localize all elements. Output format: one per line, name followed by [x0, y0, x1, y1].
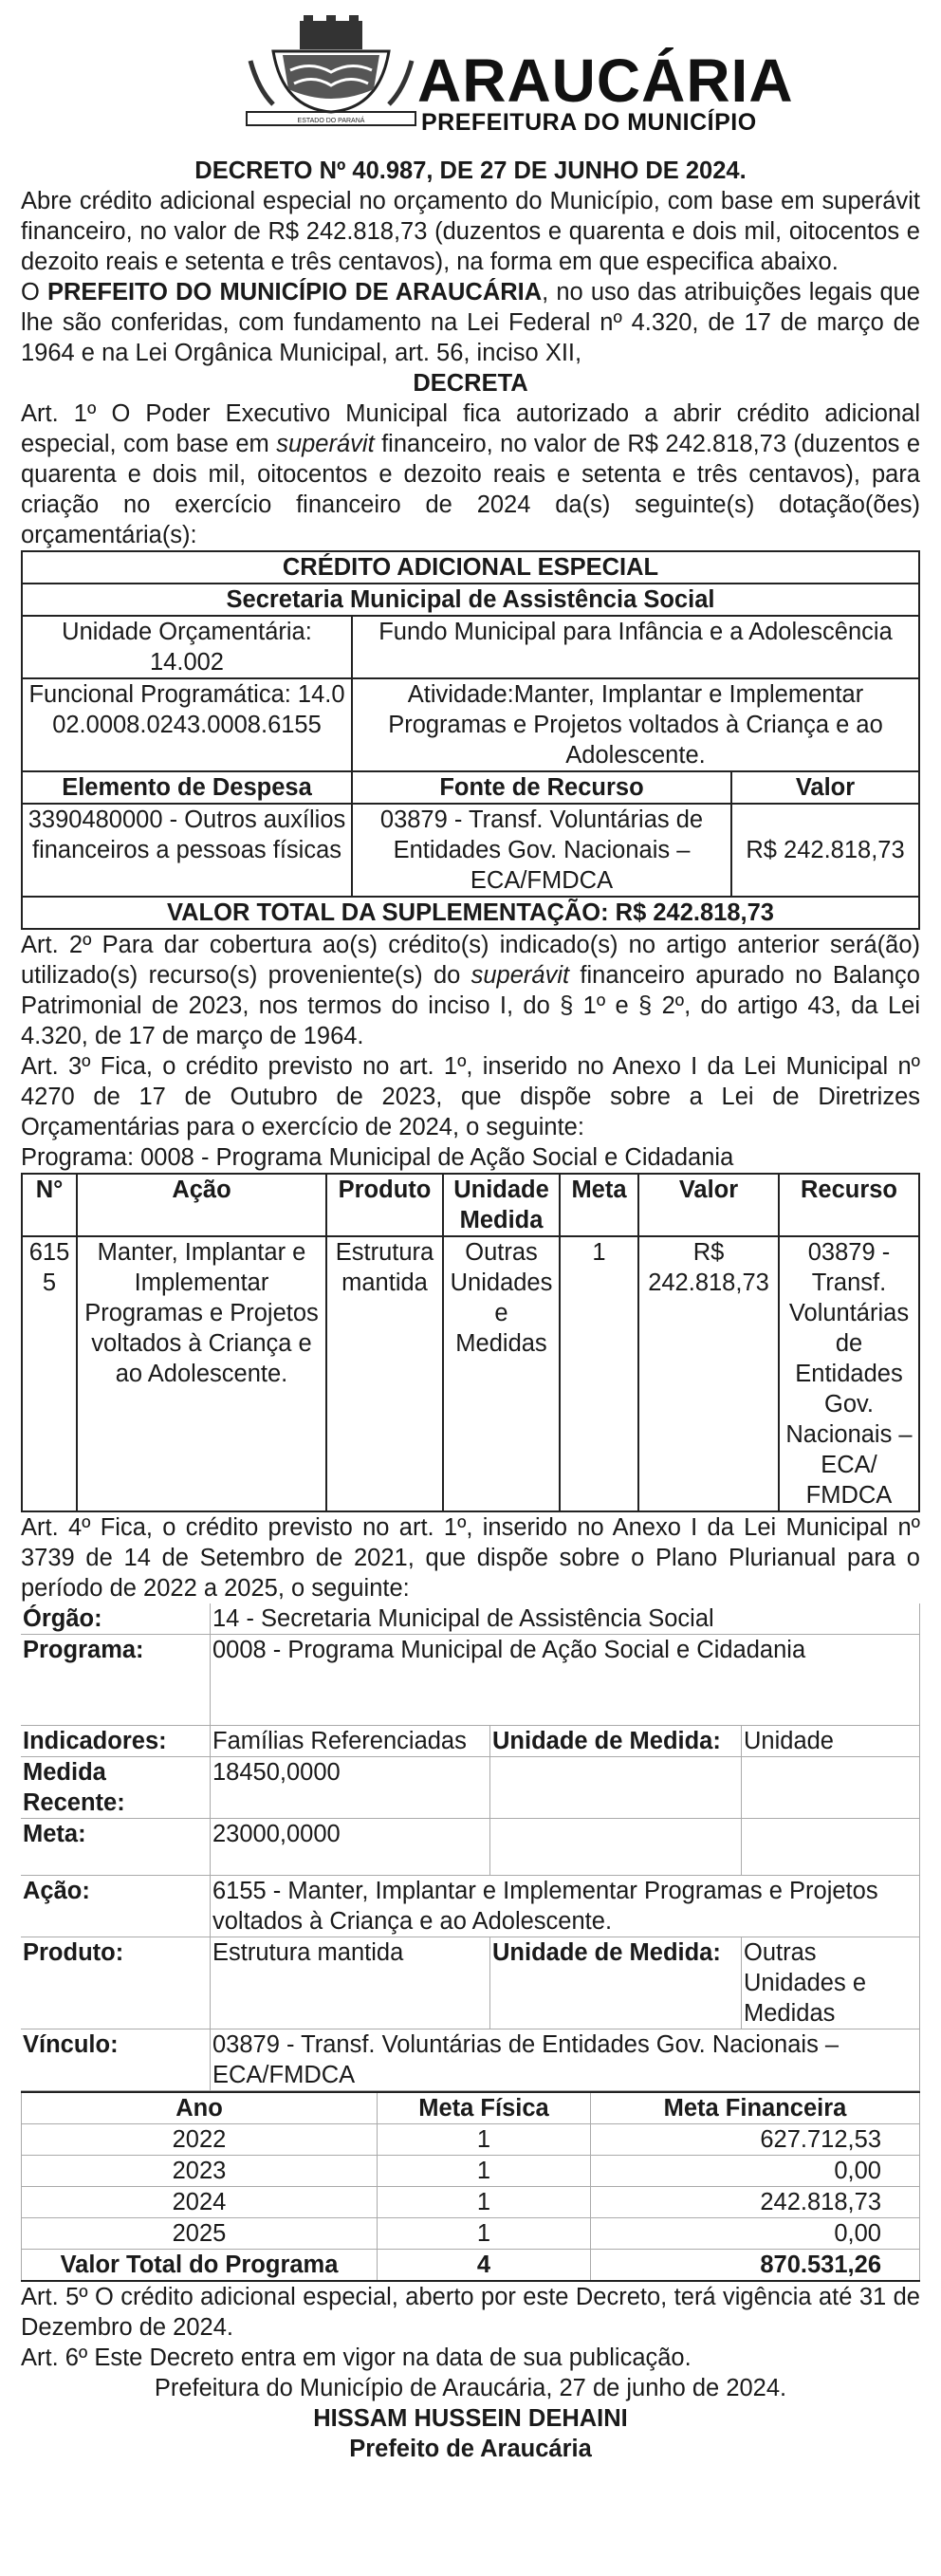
city-name: ARAUCÁRIA	[417, 46, 794, 115]
elemento-value: 3390480000 - Outros auxílios financeiros a pessoas físicas	[22, 804, 352, 897]
art1-italic: superávit	[276, 431, 375, 457]
produto-unidade-value: Outras Unidades e Medidas	[742, 1937, 920, 2029]
year-cell: 1	[378, 2124, 591, 2156]
table-row	[22, 2187, 920, 2218]
art3-programa: Programa: 0008 - Programa Municipal de Ação Social e Cidadania	[21, 1144, 734, 1171]
ppa-table	[21, 1603, 920, 2091]
year-cell: 1	[378, 2218, 591, 2250]
table-row	[22, 1236, 919, 1511]
year-cell: 242.818,73	[591, 2187, 920, 2218]
produto-value: Estrutura mantida	[211, 1937, 490, 2029]
year-cell: 2024	[22, 2187, 378, 2218]
article-3: Art. 3º Fica, o crédito previsto no art. 1º, inserido no Anexo I da Lei Municipal nº 4270 de 17 de Outubro de 2023, que dispõe sobre a Lei de Diretrizes Orçamentárias para o exercício de 2024, o seguinte:	[21, 1053, 920, 1140]
ldo-header: Unidade Medida	[443, 1174, 560, 1236]
medida-recente-label: Medida Recente:	[21, 1757, 211, 1819]
col-fonte: Fonte de Recurso	[352, 771, 731, 804]
medida-recente-value: 18450,0000	[211, 1757, 490, 1819]
total-meta: 4	[378, 2250, 591, 2282]
year-table	[21, 2091, 920, 2282]
orgao-value: 14 - Secretaria Municipal de Assistência Social	[211, 1603, 920, 1635]
ldo-header: N°	[22, 1174, 77, 1236]
table-row	[22, 2124, 920, 2156]
ldo-table	[21, 1173, 920, 1512]
year-header: Ano	[22, 2092, 378, 2124]
place-date: Prefeitura do Município de Araucária, 27 de junho de 2024.	[154, 2375, 787, 2401]
art2-italic: superávit	[470, 962, 570, 989]
article-6: Art. 6º Este Decreto entra em vigor na data de sua publicação.	[21, 2344, 692, 2371]
svg-text:ESTADO DO PARANÁ: ESTADO DO PARANÁ	[297, 118, 365, 124]
year-cell: 0,00	[591, 2218, 920, 2250]
ldo-cell: Manter, Implantar e Implementar Programas e Projetos voltados à Criança e ao Adolescente.	[77, 1236, 326, 1511]
orgao-label: Órgão:	[21, 1603, 211, 1635]
total-fin: 870.531,26	[591, 2250, 920, 2282]
article-2	[21, 930, 920, 1051]
ldo-header: Valor	[638, 1174, 779, 1236]
decree-preamble	[21, 277, 920, 368]
credit-table	[21, 550, 920, 930]
credit-table-title: CRÉDITO ADICIONAL ESPECIAL	[22, 551, 919, 584]
year-cell: 2022	[22, 2124, 378, 2156]
art1-text-a: Art. 1º O Poder Executivo Municipal fica autorizado a abrir crédito adicional especial, com base em	[21, 400, 920, 457]
decreta-heading: DECRETA	[413, 370, 528, 397]
ldo-header: Meta	[560, 1174, 638, 1236]
indicadores-value: Famílias Referenciadas	[211, 1726, 490, 1757]
meta-label: Meta:	[21, 1819, 211, 1876]
table-row-total	[22, 2250, 920, 2282]
programa-label: Programa:	[21, 1635, 211, 1726]
year-header: Meta Financeira	[591, 2092, 920, 2124]
funcional-value: Atividade:Manter, Implantar e Implementar Programas e Projetos voltados à Criança e ao Adolescente.	[352, 678, 919, 771]
preamble-rest: , no uso das atribuições legais que lhe são conferidas, com fundamento na Lei Federal nº 4.320, de 17 de março de 1964 e na Lei Orgânica Municipal, art. 56, inciso XII,	[21, 279, 920, 366]
table-row	[22, 2156, 920, 2187]
signer-name: HISSAM HUSSEIN DEHAINI	[313, 2405, 628, 2432]
ldo-cell: 03879 - Transf. Voluntárias de Entidades Gov. Nacionais – ECA/ FMDCA	[779, 1236, 919, 1511]
ldo-cell: 6155	[22, 1236, 77, 1511]
year-cell: 2023	[22, 2156, 378, 2187]
art2-text-b: financeiro apurado no Balanço Patrimonial de 2023, nos termos do inciso I, do § 1º e § 2º, do artigo 43, da Lei 4.320, de 17 de março de 1964.	[21, 962, 920, 1049]
programa-value: 0008 - Programa Municipal de Ação Social e Cidadania	[211, 1635, 920, 1726]
ldo-cell: Estrutura mantida	[326, 1236, 443, 1511]
art1-text-b: financeiro, no valor de R$ 242.818,73 (duzentos e quarenta e dois mil, oitocentos e dezoito reais e setenta e três centavos), para criação no exercício financeiro de 2024 da(s) seguinte(s) dotação(ões) orçamentária(s):	[21, 431, 921, 548]
ldo-cell: 1	[560, 1236, 638, 1511]
article-1	[21, 398, 920, 550]
year-cell: 0,00	[591, 2156, 920, 2187]
vinculo-label: Vínculo:	[21, 2029, 211, 2091]
decree-summary: Abre crédito adicional especial no orçamento do Município, com base em superávit financeiro, no valor de R$ 242.818,73 (duzentos e quarenta e dois mil, oitocentos e dezoito reais e setenta e três centavos), na forma em que especifica abaixo.	[21, 188, 920, 275]
preamble-authority: PREFEITO DO MUNICÍPIO DE ARAUCÁRIA	[46, 279, 543, 306]
meta-value: 23000,0000	[211, 1819, 490, 1876]
funcional-label: Funcional Programática: 14.002.0008.0243.0008.6155	[22, 678, 352, 771]
fonte-value: 03879 - Transf. Voluntárias de Entidades Gov. Nacionais – ECA/FMDCA	[352, 804, 731, 897]
year-header: Meta Física	[378, 2092, 591, 2124]
produto-unidade-label: Unidade de Medida:	[490, 1937, 742, 2029]
header	[21, 0, 920, 142]
year-cell: 627.712,53	[591, 2124, 920, 2156]
ldo-header: Produto	[326, 1174, 443, 1236]
article-4: Art. 4º Fica, o crédito previsto no art. 1º, inserido no Anexo I da Lei Municipal nº 3739 de 14 de Setembro de 2021, que dispõe sobre o Plano Plurianual para o período de 2022 a 2025, o seguinte:	[21, 1514, 920, 1602]
acao-value: 6155 - Manter, Implantar e Implementar Programas e Projetos voltados à Criança e ao Adolescente.	[211, 1876, 920, 1937]
year-cell: 1	[378, 2156, 591, 2187]
unidade-medida-label: Unidade de Medida:	[490, 1726, 742, 1757]
credit-total: VALOR TOTAL DA SUPLEMENTAÇÃO: R$ 242.818,73	[22, 897, 919, 929]
signer-title: Prefeito de Araucária	[349, 2436, 592, 2462]
vinculo-value: 03879 - Transf. Voluntárias de Entidades Gov. Nacionais – ECA/FMDCA	[211, 2029, 920, 2091]
ldo-header: Recurso	[779, 1174, 919, 1236]
unidade-medida-value: Unidade	[742, 1726, 920, 1757]
acao-label: Ação:	[21, 1876, 211, 1937]
unidade-value: Fundo Municipal para Infância e a Adolescência	[352, 616, 919, 678]
year-cell: 2025	[22, 2218, 378, 2250]
credit-table-secretaria: Secretaria Municipal de Assistência Social	[22, 584, 919, 616]
city-subtitle: PREFEITURA DO MUNICÍPIO	[421, 109, 757, 136]
municipal-seal-icon	[245, 13, 417, 129]
col-valor: Valor	[731, 771, 919, 804]
unidade-label: Unidade Orçamentária: 14.002	[22, 616, 352, 678]
indicadores-label: Indicadores:	[21, 1726, 211, 1757]
valor-value: R$ 242.818,73	[731, 804, 919, 897]
ldo-cell: R$ 242.818,73	[638, 1236, 779, 1511]
total-label: Valor Total do Programa	[22, 2250, 378, 2282]
preamble-prefix: O	[21, 279, 47, 306]
produto-label: Produto:	[21, 1937, 211, 2029]
ldo-header: Ação	[77, 1174, 326, 1236]
year-cell: 1	[378, 2187, 591, 2218]
art2-text-a: Art. 2º Para dar cobertura ao(s) crédito(s) indicado(s) no artigo anterior será(ão) utilizado(s) recurso(s) proveniente(s) do	[21, 932, 920, 989]
ldo-cell: Outras Unidades e Medidas	[443, 1236, 560, 1511]
article-5: Art. 5º O crédito adicional especial, aberto por este Decreto, terá vigência até 31 de Dezembro de 2024.	[21, 2284, 920, 2341]
decree-title: DECRETO Nº 40.987, DE 27 DE JUNHO DE 2024.	[194, 158, 747, 184]
col-elemento: Elemento de Despesa	[22, 771, 352, 804]
table-row	[22, 2218, 920, 2250]
